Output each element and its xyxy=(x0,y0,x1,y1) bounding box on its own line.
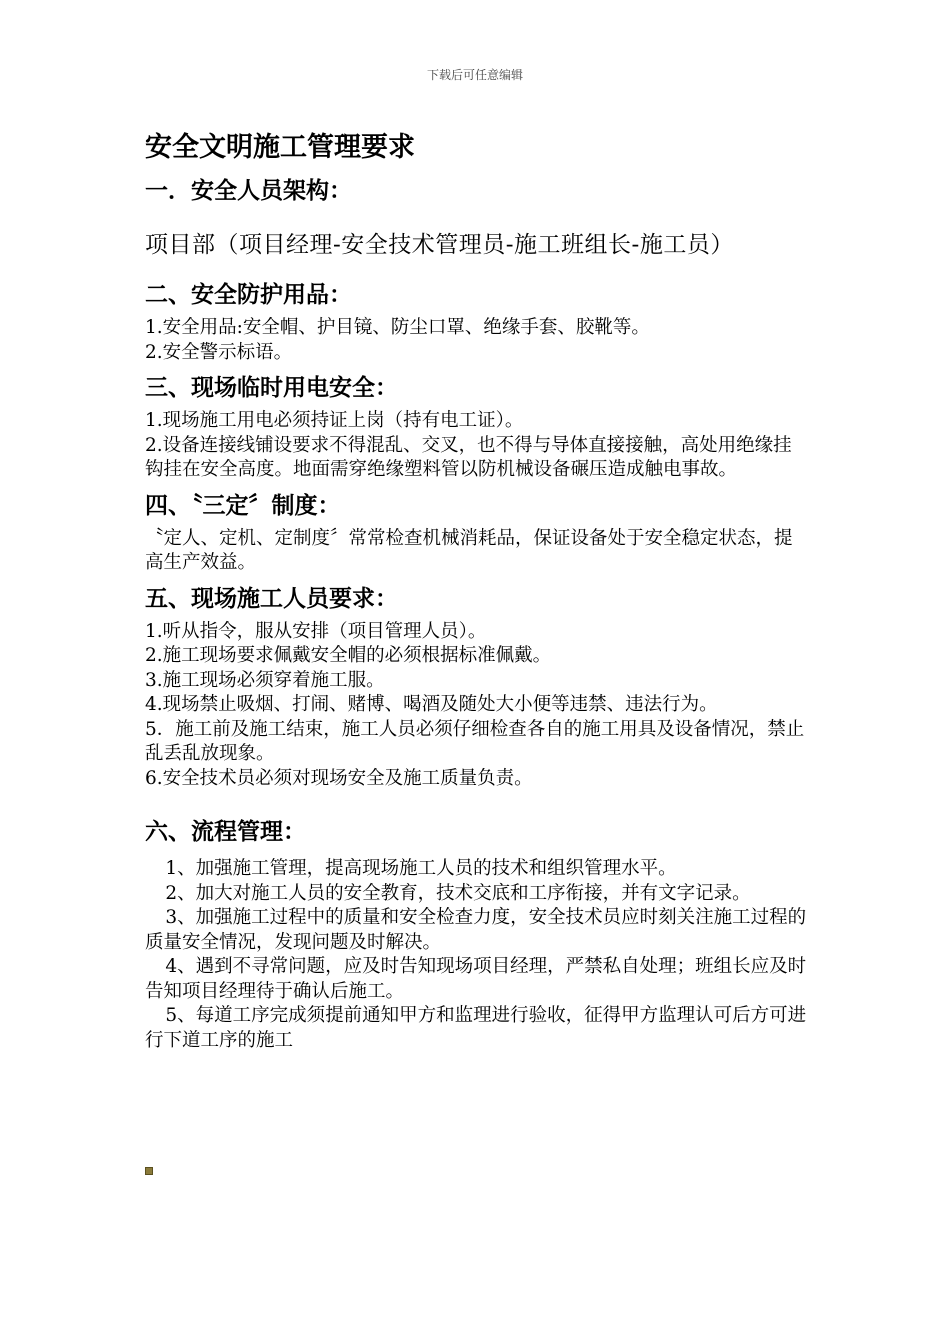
section-three-fixed-system xyxy=(145,489,810,576)
list-item: 4、遇到不寻常问题，应及时告知现场项目经理，严禁私自处理；班组长应及时告知项目经理待于确认后施工。 xyxy=(145,956,807,1002)
list-item: 1、加强施工管理，提高现场施工人员的技术和组织管理水平。 xyxy=(165,858,677,879)
list-item: 2、加大对施工人员的安全教育，技术交底和工序衔接，并有文字记录。 xyxy=(165,882,751,904)
list-item: 2.设备连接线铺设要求不得混乱、交叉，也不得与导体直接接触，高处用绝缘挂钩挂在安全高度。地面需穿绝缘塑料管以防机械设备碾压造成触电事故。 xyxy=(145,434,792,480)
section-heading: 一．安全人员架构： xyxy=(145,178,352,204)
paragraph-anchor-icon xyxy=(145,1167,153,1175)
section-protective-equipment xyxy=(145,278,810,365)
list-item: 5．施工前及施工结束，施工人员必须仔细检查各自的施工用具及设备情况，禁止乱丢乱放现象。 xyxy=(145,718,805,764)
section-worker-requirements xyxy=(145,582,810,792)
section-heading: 五、现场施工人员要求： xyxy=(145,585,398,612)
org-structure-line: 项目部（项目经理-安全技术管理员-施工班组长-施工员） xyxy=(145,232,734,258)
section-heading: 六、流程管理： xyxy=(145,819,306,845)
list-item: 5、每道工序完成须提前通知甲方和监理进行验收，征得甲方监理认可后方可进行下道工序的施工 xyxy=(145,1005,807,1051)
list-item: 1.听从指令，服从安排（项目管理人员）。 xyxy=(145,620,487,642)
list-item: 2.施工现场要求佩戴安全帽的必须根据标准佩戴。 xyxy=(145,645,552,666)
section-personnel xyxy=(145,174,810,262)
section-heading: 二、安全防护用品： xyxy=(145,282,352,308)
document-body xyxy=(145,128,810,1059)
list-item: 4.现场禁止吸烟、打闹、赌博、喝酒及随处大小便等违禁、违法行为。 xyxy=(145,694,718,715)
paragraph: 〝定人、定机、定制度〞常常检查机械消耗品，保证设备处于安全稳定状态，提高生产效益。 xyxy=(145,527,793,573)
section-heading: 三、现场临时用电安全： xyxy=(145,375,398,401)
section-heading: 四、〝三定〞制度： xyxy=(145,492,341,519)
section-process-management xyxy=(145,815,810,1053)
section-electricity-safety xyxy=(145,371,810,483)
list-item: 1.安全用品:安全帽、护目镜、防尘口罩、绝缘手套、胶靴等。 xyxy=(145,317,650,338)
list-item: 6.安全技术员必须对现场安全及施工质量负责。 xyxy=(145,767,533,789)
list-item: 2.安全警示标语。 xyxy=(145,341,293,363)
list-item: 1.现场施工用电必须持证上岗（持有电工证）。 xyxy=(145,410,524,431)
document-title: 安全文明施工管理要求 xyxy=(145,132,415,163)
list-item: 3.施工现场必须穿着施工服。 xyxy=(145,669,385,691)
list-item: 3、加强施工过程中的质量和安全检查力度，安全技术员应时刻关注施工过程的质量安全情况，发现问题及时解决。 xyxy=(145,907,807,953)
page-header-note: 下载后可任意编辑 xyxy=(426,68,523,82)
